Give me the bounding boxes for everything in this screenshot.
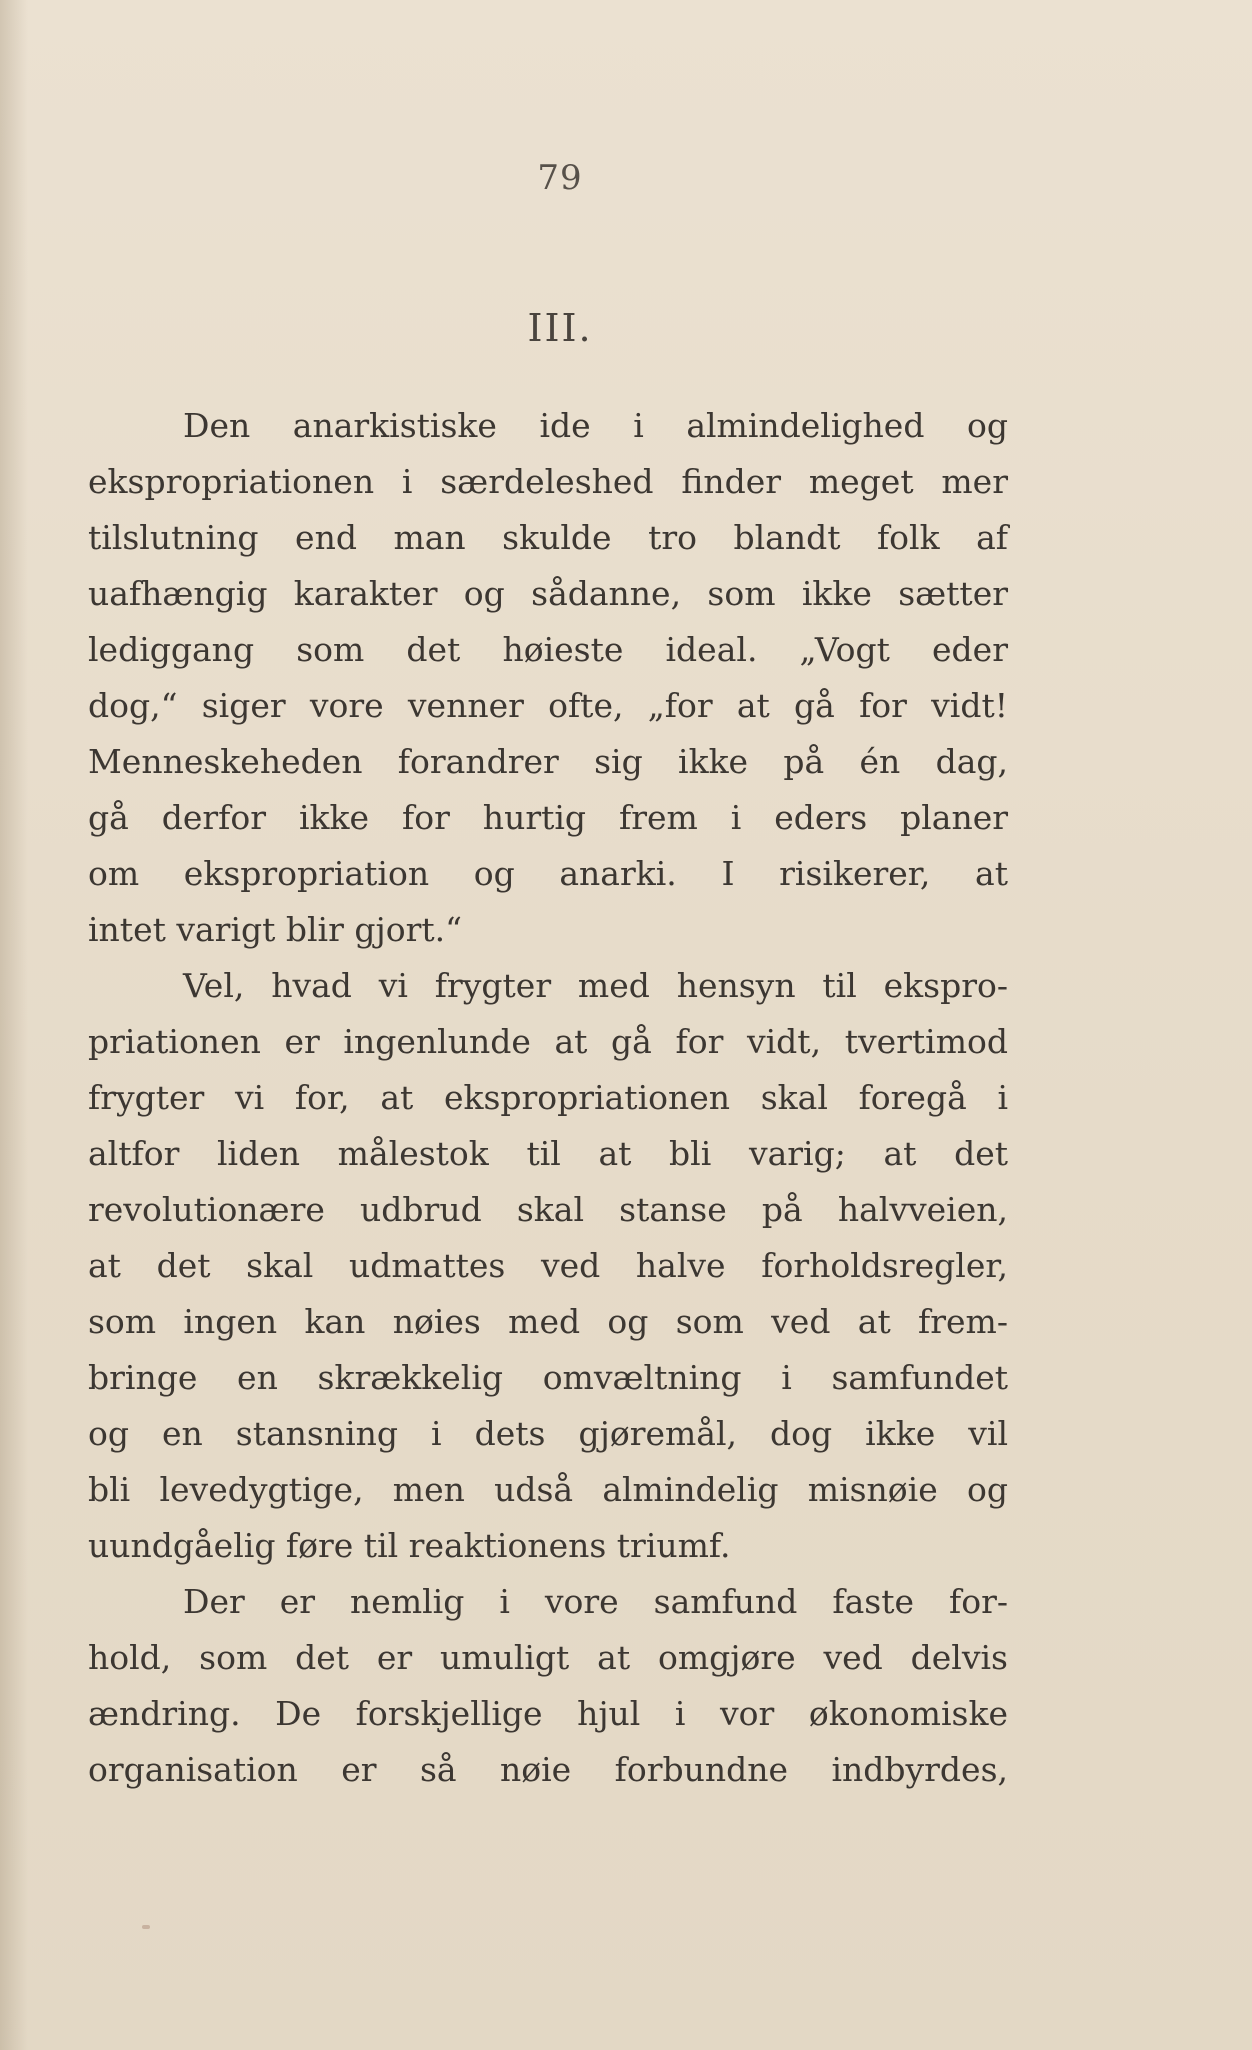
text-line: ændring. De forskjellige hjul i vor økonomiske — [88, 1694, 1008, 1733]
text-line: dog,“ siger vore venner ofte, „for at gå for vidt! — [88, 686, 1008, 725]
chapter-heading: III. — [527, 306, 593, 350]
text-line: ekspropriationen i særdeleshed finder meget mer — [88, 462, 1008, 501]
text-line: priationen er ingenlunde at gå for vidt, tvertimod — [88, 1022, 1008, 1061]
text-line: frygter vi for, at ekspropriationen skal foregå i — [88, 1078, 1008, 1117]
text-line: om ekspropriation og anarki. I risikerer, at — [88, 854, 1008, 893]
page-number: 79 — [537, 158, 583, 198]
text-line: gå derfor ikke for hurtig frem i eders planer — [88, 798, 1008, 837]
text-line: altfor liden målestok til at bli varig; at det — [88, 1134, 1008, 1173]
text-line: Der er nemlig i vore samfund faste for- — [183, 1582, 1008, 1621]
text-line: og en stansning i dets gjøremål, dog ikke vil — [88, 1414, 1008, 1453]
text-line: Menneskeheden forandrer sig ikke på én dag, — [88, 742, 1008, 781]
text-line: organisation er så nøie forbundne indbyrdes, — [88, 1750, 1008, 1789]
text-line: intet varigt blir gjort.“ — [88, 910, 462, 949]
text-line: hold, som det er umuligt at omgjøre ved delvis — [88, 1638, 1008, 1677]
text-line: lediggang som det høieste ideal. „Vogt eder — [88, 630, 1008, 669]
text-line: tilslutning end man skulde tro blandt folk af — [88, 518, 1008, 557]
text-line: uundgåelig føre til reaktionens triumf. — [88, 1526, 731, 1565]
text-line: bringe en skrækkelig omvæltning i samfundet — [88, 1358, 1008, 1397]
text-line: revolutionære udbrud skal stanse på halvveien, — [88, 1190, 1008, 1229]
text-line: Den anarkistiske ide i almindelighed og — [183, 406, 1008, 445]
text-line: som ingen kan nøies med og som ved at frem- — [88, 1302, 1008, 1341]
text-line: at det skal udmattes ved halve forholdsregler, — [88, 1246, 1008, 1285]
text-line: uafhængig karakter og sådanne, som ikke sætter — [88, 574, 1008, 613]
paper-stain — [142, 1925, 150, 1929]
text-line: bli levedygtige, men udså almindelig misnøie og — [88, 1470, 1008, 1509]
text-line: Vel, hvad vi frygter med hensyn til ekspro- — [183, 966, 1008, 1005]
